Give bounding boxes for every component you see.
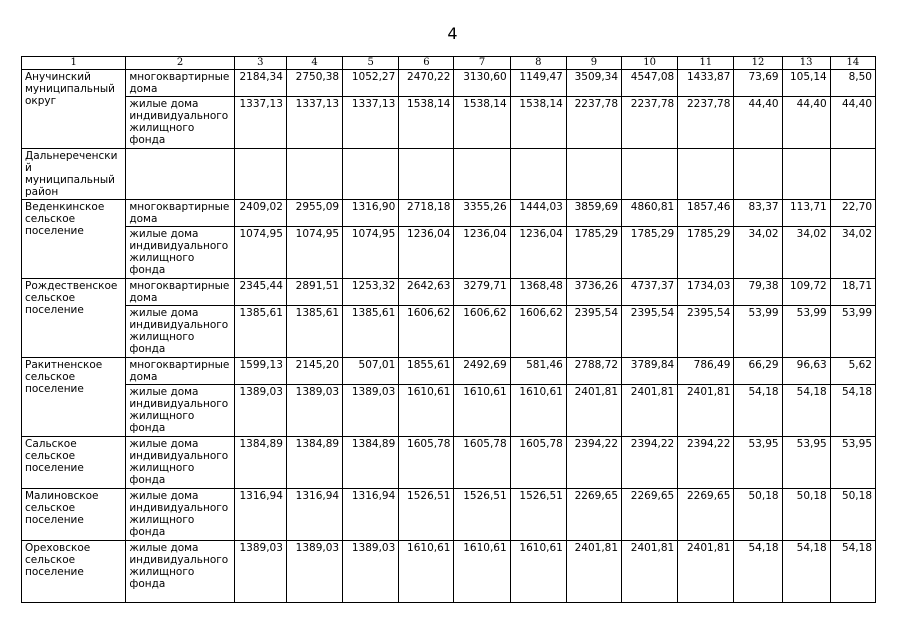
table-row: [22, 437, 876, 489]
value-cell-col-5: 507,01: [343, 358, 399, 385]
value-cell-col-3: 2409,02: [234, 200, 286, 227]
value-cell-col-7: 1236,04: [454, 227, 510, 279]
value-cell-col-3: 2345,44: [234, 279, 286, 306]
value-cell-col-7: 3355,26: [454, 200, 510, 227]
column-header-9: 9: [566, 57, 621, 70]
value-cell-col-4: 2750,38: [286, 70, 342, 97]
column-header-7: 7: [454, 57, 510, 70]
value-cell-col-6: 1605,78: [399, 437, 454, 489]
value-cell-col-7: [454, 149, 510, 200]
value-cell-col-6: 1855,61: [399, 358, 454, 385]
value-cell-col-13: [782, 149, 830, 200]
value-cell-col-10: 2401,81: [622, 385, 678, 437]
value-cell-col-9: 2395,54: [566, 306, 621, 358]
value-cell-col-6: [399, 149, 454, 200]
territory-name: Рождественское сельское поселение: [22, 279, 126, 358]
value-cell-col-3: 1599,13: [234, 358, 286, 385]
value-cell-col-3: 1074,95: [234, 227, 286, 279]
value-cell-col-10: 2269,65: [622, 489, 678, 541]
housing-type-label: жилые дома индивидуального жилищного фонда: [126, 541, 234, 603]
value-cell-col-7: 3279,71: [454, 279, 510, 306]
value-cell-col-3: 1385,61: [234, 306, 286, 358]
value-cell-col-14: 34,02: [830, 227, 875, 279]
value-cell-col-14: 18,71: [830, 279, 875, 306]
value-cell-col-5: 1052,27: [343, 70, 399, 97]
value-cell-col-10: 2237,78: [622, 97, 678, 149]
territory-name: Сальское сельское поселение: [22, 437, 126, 489]
column-number-row: [22, 57, 876, 70]
value-cell-col-13: 54,18: [782, 541, 830, 603]
value-cell-col-8: 1606,62: [510, 306, 566, 358]
table-row: [22, 279, 876, 306]
value-cell-col-11: 1857,46: [678, 200, 734, 227]
value-cell-col-9: 2401,81: [566, 541, 621, 603]
table-row: [22, 149, 876, 200]
value-cell-col-6: 2470,22: [399, 70, 454, 97]
value-cell-col-7: 2492,69: [454, 358, 510, 385]
value-cell-col-6: 1610,61: [399, 541, 454, 603]
territory-name: Малиновское сельское поселение: [22, 489, 126, 541]
value-cell-col-9: [566, 149, 621, 200]
column-header-3: 3: [234, 57, 286, 70]
value-cell-col-5: 1337,13: [343, 97, 399, 149]
value-cell-col-8: 1368,48: [510, 279, 566, 306]
value-cell-col-8: 1149,47: [510, 70, 566, 97]
value-cell-col-13: 109,72: [782, 279, 830, 306]
territory-name: Дальнереченский муниципальный район: [22, 149, 126, 200]
value-cell-col-3: [234, 149, 286, 200]
housing-type-label: жилые дома индивидуального жилищного фонда: [126, 97, 234, 149]
value-cell-col-13: 34,02: [782, 227, 830, 279]
housing-type-label: жилые дома индивидуального жилищного фонда: [126, 489, 234, 541]
value-cell-col-12: 79,38: [734, 279, 782, 306]
column-header-13: 13: [782, 57, 830, 70]
value-cell-col-8: 1236,04: [510, 227, 566, 279]
value-cell-col-8: 581,46: [510, 358, 566, 385]
value-cell-col-12: [734, 149, 782, 200]
value-cell-col-12: 66,29: [734, 358, 782, 385]
value-cell-col-3: 1337,13: [234, 97, 286, 149]
value-cell-col-10: 2401,81: [622, 541, 678, 603]
table-row: [22, 200, 876, 227]
value-cell-col-6: 1526,51: [399, 489, 454, 541]
value-cell-col-8: 1538,14: [510, 97, 566, 149]
value-cell-col-8: [510, 149, 566, 200]
value-cell-col-5: 1385,61: [343, 306, 399, 358]
value-cell-col-12: 53,99: [734, 306, 782, 358]
value-cell-col-14: 53,95: [830, 437, 875, 489]
value-cell-col-4: 1316,94: [286, 489, 342, 541]
housing-type-label: жилые дома индивидуального жилищного фонда: [126, 385, 234, 437]
territory-name: Ракитненское сельское поселение: [22, 358, 126, 437]
value-cell-col-5: 1384,89: [343, 437, 399, 489]
table-row: [22, 97, 876, 149]
value-cell-col-13: 50,18: [782, 489, 830, 541]
value-cell-col-7: 1610,61: [454, 541, 510, 603]
value-cell-col-9: 2237,78: [566, 97, 621, 149]
value-cell-col-9: 2401,81: [566, 385, 621, 437]
value-cell-col-4: [286, 149, 342, 200]
value-cell-col-10: 1785,29: [622, 227, 678, 279]
value-cell-col-14: 44,40: [830, 97, 875, 149]
value-cell-col-14: 54,18: [830, 541, 875, 603]
value-cell-col-11: [678, 149, 734, 200]
value-cell-col-10: 3789,84: [622, 358, 678, 385]
housing-type-label: жилые дома индивидуального жилищного фонда: [126, 306, 234, 358]
value-cell-col-7: 1526,51: [454, 489, 510, 541]
housing-type-label: многоквартирные дома: [126, 358, 234, 385]
value-cell-col-4: 2145,20: [286, 358, 342, 385]
value-cell-col-4: 1389,03: [286, 541, 342, 603]
column-header-11: 11: [678, 57, 734, 70]
value-cell-col-5: 1316,90: [343, 200, 399, 227]
housing-type-label: жилые дома индивидуального жилищного фонда: [126, 227, 234, 279]
value-cell-col-4: 1337,13: [286, 97, 342, 149]
value-cell-col-10: 2395,54: [622, 306, 678, 358]
value-cell-col-12: 34,02: [734, 227, 782, 279]
value-cell-col-5: 1074,95: [343, 227, 399, 279]
table-row: [22, 70, 876, 97]
value-cell-col-4: 1385,61: [286, 306, 342, 358]
value-cell-col-9: 3859,69: [566, 200, 621, 227]
table-body: [22, 57, 876, 603]
value-cell-col-12: 50,18: [734, 489, 782, 541]
housing-type-label: многоквартирные дома: [126, 70, 234, 97]
value-cell-col-6: 1606,62: [399, 306, 454, 358]
column-header-2: 2: [126, 57, 234, 70]
value-cell-col-6: 1610,61: [399, 385, 454, 437]
value-cell-col-12: 54,18: [734, 541, 782, 603]
housing-type-label: [126, 149, 234, 200]
column-header-12: 12: [734, 57, 782, 70]
value-cell-col-6: 1236,04: [399, 227, 454, 279]
territory-name: Ореховское сельское поселение: [22, 541, 126, 603]
value-cell-col-11: 2401,81: [678, 385, 734, 437]
value-cell-col-13: 105,14: [782, 70, 830, 97]
column-header-6: 6: [399, 57, 454, 70]
value-cell-col-11: 786,49: [678, 358, 734, 385]
value-cell-col-10: 4737,37: [622, 279, 678, 306]
value-cell-col-3: 1316,94: [234, 489, 286, 541]
value-cell-col-9: 2394,22: [566, 437, 621, 489]
value-cell-col-14: 5,62: [830, 358, 875, 385]
value-cell-col-14: 22,70: [830, 200, 875, 227]
value-cell-col-11: 2269,65: [678, 489, 734, 541]
value-cell-col-13: 44,40: [782, 97, 830, 149]
value-cell-col-3: 1389,03: [234, 541, 286, 603]
value-cell-col-8: 1444,03: [510, 200, 566, 227]
value-cell-col-9: 1785,29: [566, 227, 621, 279]
value-cell-col-10: 2394,22: [622, 437, 678, 489]
column-header-8: 8: [510, 57, 566, 70]
value-cell-col-10: [622, 149, 678, 200]
value-cell-col-4: 1074,95: [286, 227, 342, 279]
table-row: [22, 306, 876, 358]
value-cell-col-10: 4547,08: [622, 70, 678, 97]
value-cell-col-5: [343, 149, 399, 200]
value-cell-col-14: [830, 149, 875, 200]
value-cell-col-5: 1389,03: [343, 385, 399, 437]
value-cell-col-9: 3736,26: [566, 279, 621, 306]
value-cell-col-6: 2718,18: [399, 200, 454, 227]
value-cell-col-14: 50,18: [830, 489, 875, 541]
value-cell-col-13: 53,95: [782, 437, 830, 489]
value-cell-col-7: 3130,60: [454, 70, 510, 97]
value-cell-col-3: 1389,03: [234, 385, 286, 437]
value-cell-col-14: 53,99: [830, 306, 875, 358]
value-cell-col-11: 1433,87: [678, 70, 734, 97]
value-cell-col-8: 1610,61: [510, 541, 566, 603]
value-cell-col-11: 2237,78: [678, 97, 734, 149]
territory-name: Веденкинское сельское поселение: [22, 200, 126, 279]
value-cell-col-7: 1605,78: [454, 437, 510, 489]
page-number: 4: [447, 24, 458, 43]
value-cell-col-9: 2269,65: [566, 489, 621, 541]
value-cell-col-4: 2891,51: [286, 279, 342, 306]
tariff-table: [21, 56, 876, 603]
column-header-10: 10: [622, 57, 678, 70]
value-cell-col-13: 53,99: [782, 306, 830, 358]
value-cell-col-5: 1253,32: [343, 279, 399, 306]
value-cell-col-8: 1526,51: [510, 489, 566, 541]
territory-name: Анучинский муниципальный округ: [22, 70, 126, 149]
housing-type-label: жилые дома индивидуального жилищного фонда: [126, 437, 234, 489]
value-cell-col-8: 1610,61: [510, 385, 566, 437]
value-cell-col-12: 53,95: [734, 437, 782, 489]
value-cell-col-6: 1538,14: [399, 97, 454, 149]
value-cell-col-13: 113,71: [782, 200, 830, 227]
value-cell-col-11: 1734,03: [678, 279, 734, 306]
value-cell-col-13: 54,18: [782, 385, 830, 437]
value-cell-col-5: 1389,03: [343, 541, 399, 603]
value-cell-col-11: 2401,81: [678, 541, 734, 603]
value-cell-col-12: 44,40: [734, 97, 782, 149]
value-cell-col-7: 1606,62: [454, 306, 510, 358]
column-header-14: 14: [830, 57, 875, 70]
value-cell-col-3: 1384,89: [234, 437, 286, 489]
value-cell-col-7: 1610,61: [454, 385, 510, 437]
value-cell-col-5: 1316,94: [343, 489, 399, 541]
value-cell-col-12: 54,18: [734, 385, 782, 437]
housing-type-label: многоквартирные дома: [126, 200, 234, 227]
value-cell-col-11: 2395,54: [678, 306, 734, 358]
column-header-1: 1: [22, 57, 126, 70]
value-cell-col-12: 73,69: [734, 70, 782, 97]
value-cell-col-7: 1538,14: [454, 97, 510, 149]
value-cell-col-11: 1785,29: [678, 227, 734, 279]
table-row: [22, 358, 876, 385]
housing-type-label: многоквартирные дома: [126, 279, 234, 306]
value-cell-col-9: 2788,72: [566, 358, 621, 385]
column-header-5: 5: [343, 57, 399, 70]
value-cell-col-9: 3509,34: [566, 70, 621, 97]
value-cell-col-4: 1384,89: [286, 437, 342, 489]
table-row: [22, 227, 876, 279]
value-cell-col-8: 1605,78: [510, 437, 566, 489]
value-cell-col-14: 8,50: [830, 70, 875, 97]
value-cell-col-3: 2184,34: [234, 70, 286, 97]
value-cell-col-6: 2642,63: [399, 279, 454, 306]
table-row: [22, 385, 876, 437]
value-cell-col-13: 96,63: [782, 358, 830, 385]
value-cell-col-14: 54,18: [830, 385, 875, 437]
value-cell-col-10: 4860,81: [622, 200, 678, 227]
value-cell-col-12: 83,37: [734, 200, 782, 227]
value-cell-col-4: 1389,03: [286, 385, 342, 437]
column-header-4: 4: [286, 57, 342, 70]
value-cell-col-4: 2955,09: [286, 200, 342, 227]
value-cell-col-11: 2394,22: [678, 437, 734, 489]
table-row: [22, 489, 876, 541]
table-row: [22, 541, 876, 603]
